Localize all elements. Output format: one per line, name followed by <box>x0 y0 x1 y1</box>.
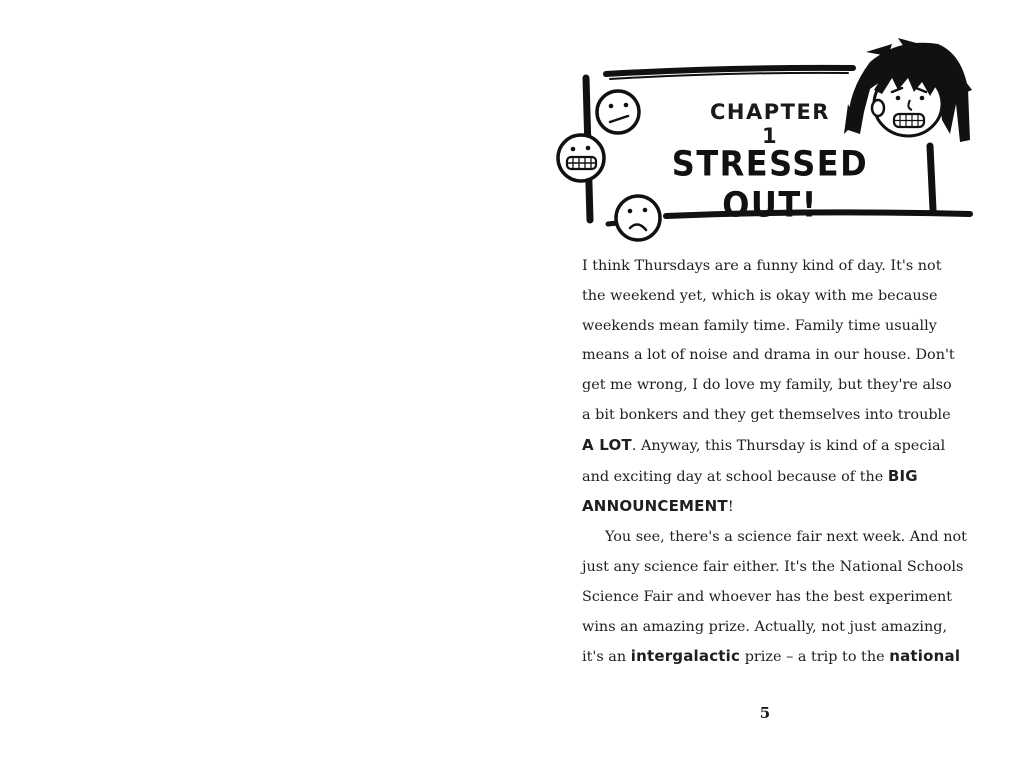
text-line: just any science fair either. It's the National Schools <box>582 558 964 575</box>
text-line <box>582 492 972 523</box>
page-number: 5 <box>759 704 771 722</box>
worried-face-icon <box>597 91 639 133</box>
text-line: the weekend yet, which is okay with me because <box>582 287 938 304</box>
girl-character-icon <box>844 38 972 142</box>
paragraph-1 <box>582 252 972 523</box>
emphasis-national: national <box>889 647 961 666</box>
grimace-face-icon <box>558 135 604 181</box>
text-line: a bit bonkers and they get themselves into trouble <box>582 406 951 423</box>
chapter-label: CHAPTER 1 <box>710 100 830 148</box>
text-line <box>582 431 972 462</box>
text-line: I think Thursdays are a funny kind of day. It's not <box>582 258 942 274</box>
emphasis-a-lot: A LOT <box>582 435 632 454</box>
text-segment: . Anyway, this Thursday is kind of a special <box>631 437 946 454</box>
text-line: wins an amazing prize. Actually, not just amazing, <box>582 618 948 635</box>
emphasis-intergalactic: intergalactic <box>630 647 741 666</box>
text-segment: and exciting day at school because of the <box>582 468 888 485</box>
emphasis-announcement: ANNOUNCEMENT <box>582 497 728 516</box>
text-segment: it's an <box>582 649 631 666</box>
text-line <box>582 642 972 673</box>
paragraph-2-cont <box>582 553 972 673</box>
text-line <box>582 462 972 493</box>
text-line: get me wrong, I do love my family, but they're also <box>582 377 952 394</box>
text-segment: ! <box>727 499 734 516</box>
paragraph-2 <box>582 523 972 553</box>
text-segment: prize – a trip to the <box>740 649 890 666</box>
text-line: weekends mean family time. Family time usually <box>582 317 937 334</box>
text-line: You see, there's a science fair next week. And not <box>605 529 967 546</box>
body-text <box>582 252 972 673</box>
emphasis-big: BIG <box>887 466 918 485</box>
chapter-title: STRESSED OUT! <box>671 142 869 226</box>
text-line: Science Fair and whoever has the best experiment <box>582 588 953 605</box>
text-line: means a lot of noise and drama in our house. Don't <box>582 347 955 364</box>
